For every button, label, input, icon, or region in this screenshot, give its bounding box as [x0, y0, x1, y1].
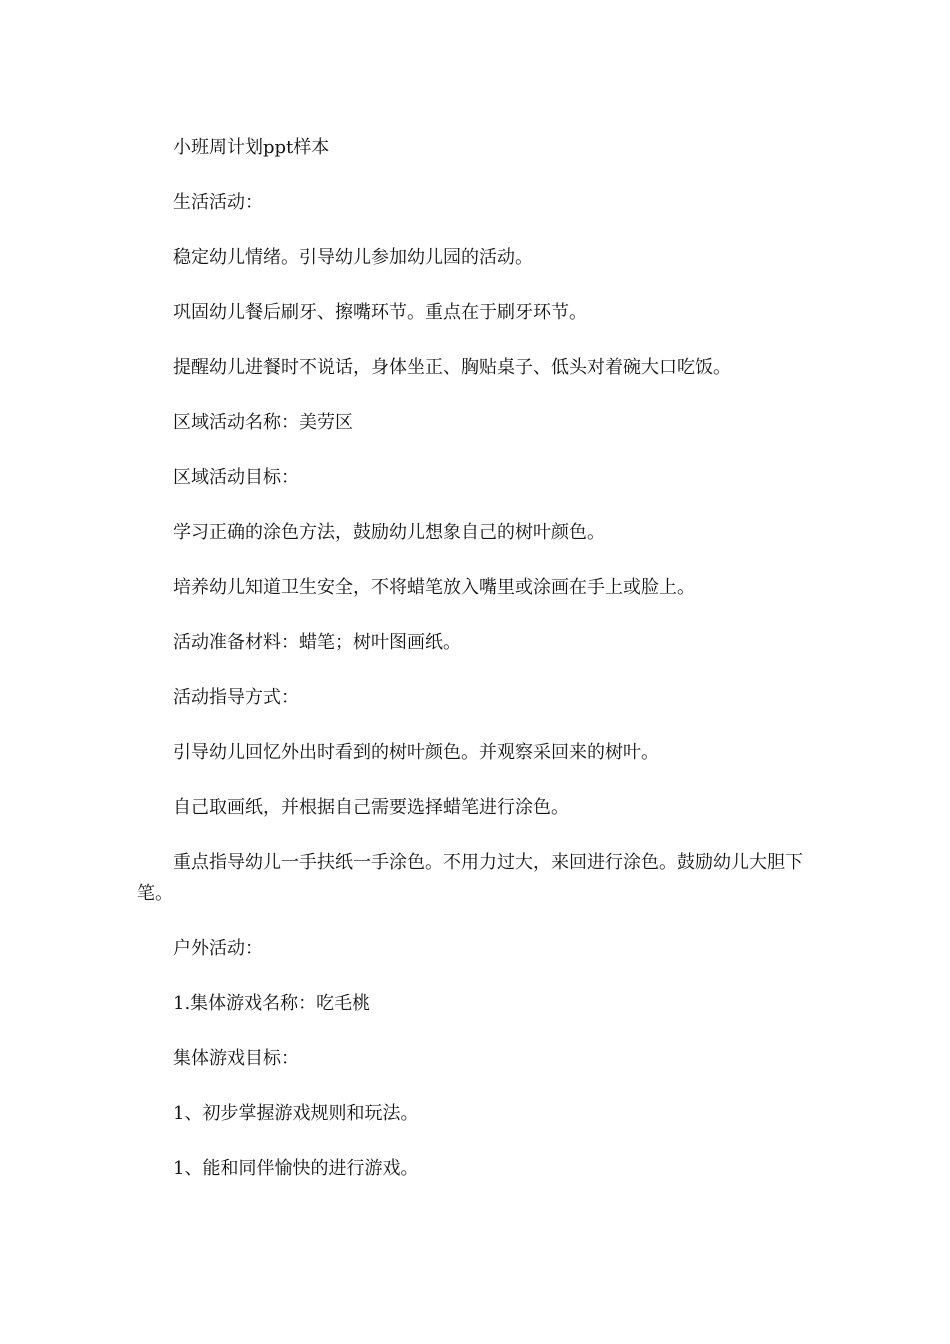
document-body — [137, 132, 813, 1208]
paragraph-materials: 活动准备材料：蜡笔；树叶图画纸。 — [173, 632, 461, 653]
paragraph-outdoor-activity-heading: 户外活动： — [173, 938, 263, 959]
paragraph-group-game-name: 1.集体游戏名称：吃毛桃 — [173, 993, 371, 1014]
paragraph: 培养幼儿知道卫生安全，不将蜡笔放入嘴里或涂画在手上或脸上。 — [173, 577, 695, 598]
paragraph-area-activity-goal-heading: 区域活动目标： — [173, 467, 299, 488]
paragraph: 提醒幼儿进餐时不说话，身体坐正、胸贴桌子、低头对着碗大口吃饭。 — [173, 357, 731, 378]
paragraph-area-activity-name: 区域活动名称：美劳区 — [173, 412, 353, 433]
paragraph: 巩固幼儿餐后刷牙、擦嘴环节。重点在于刷牙环节。 — [173, 302, 587, 323]
paragraph: 1、初步掌握游戏规则和玩法。 — [173, 1103, 419, 1124]
paragraph-life-activity-heading: 生活活动： — [173, 192, 263, 213]
paragraph: 引导幼儿回忆外出时看到的树叶颜色。并观察采回来的树叶。 — [173, 742, 659, 763]
paragraph: 自己取画纸，并根据自己需要选择蜡笔进行涂色。 — [173, 797, 569, 818]
paragraph: 重点指导幼儿一手扶纸一手涂色。不用力过大，来回进行涂色。鼓励幼儿大胆下笔。 — [137, 852, 803, 904]
paragraph: 学习正确的涂色方法，鼓励幼儿想象自己的树叶颜色。 — [173, 522, 605, 543]
paragraph-guidance-heading: 活动指导方式： — [173, 687, 299, 708]
paragraph-group-game-goal-heading: 集体游戏目标： — [173, 1048, 299, 1069]
paragraph: 稳定幼儿情绪。引导幼儿参加幼儿园的活动。 — [173, 247, 533, 268]
document-title: 小班周计划ppt样本 — [173, 137, 330, 158]
paragraph: 1、能和同伴愉快的进行游戏。 — [173, 1158, 419, 1179]
